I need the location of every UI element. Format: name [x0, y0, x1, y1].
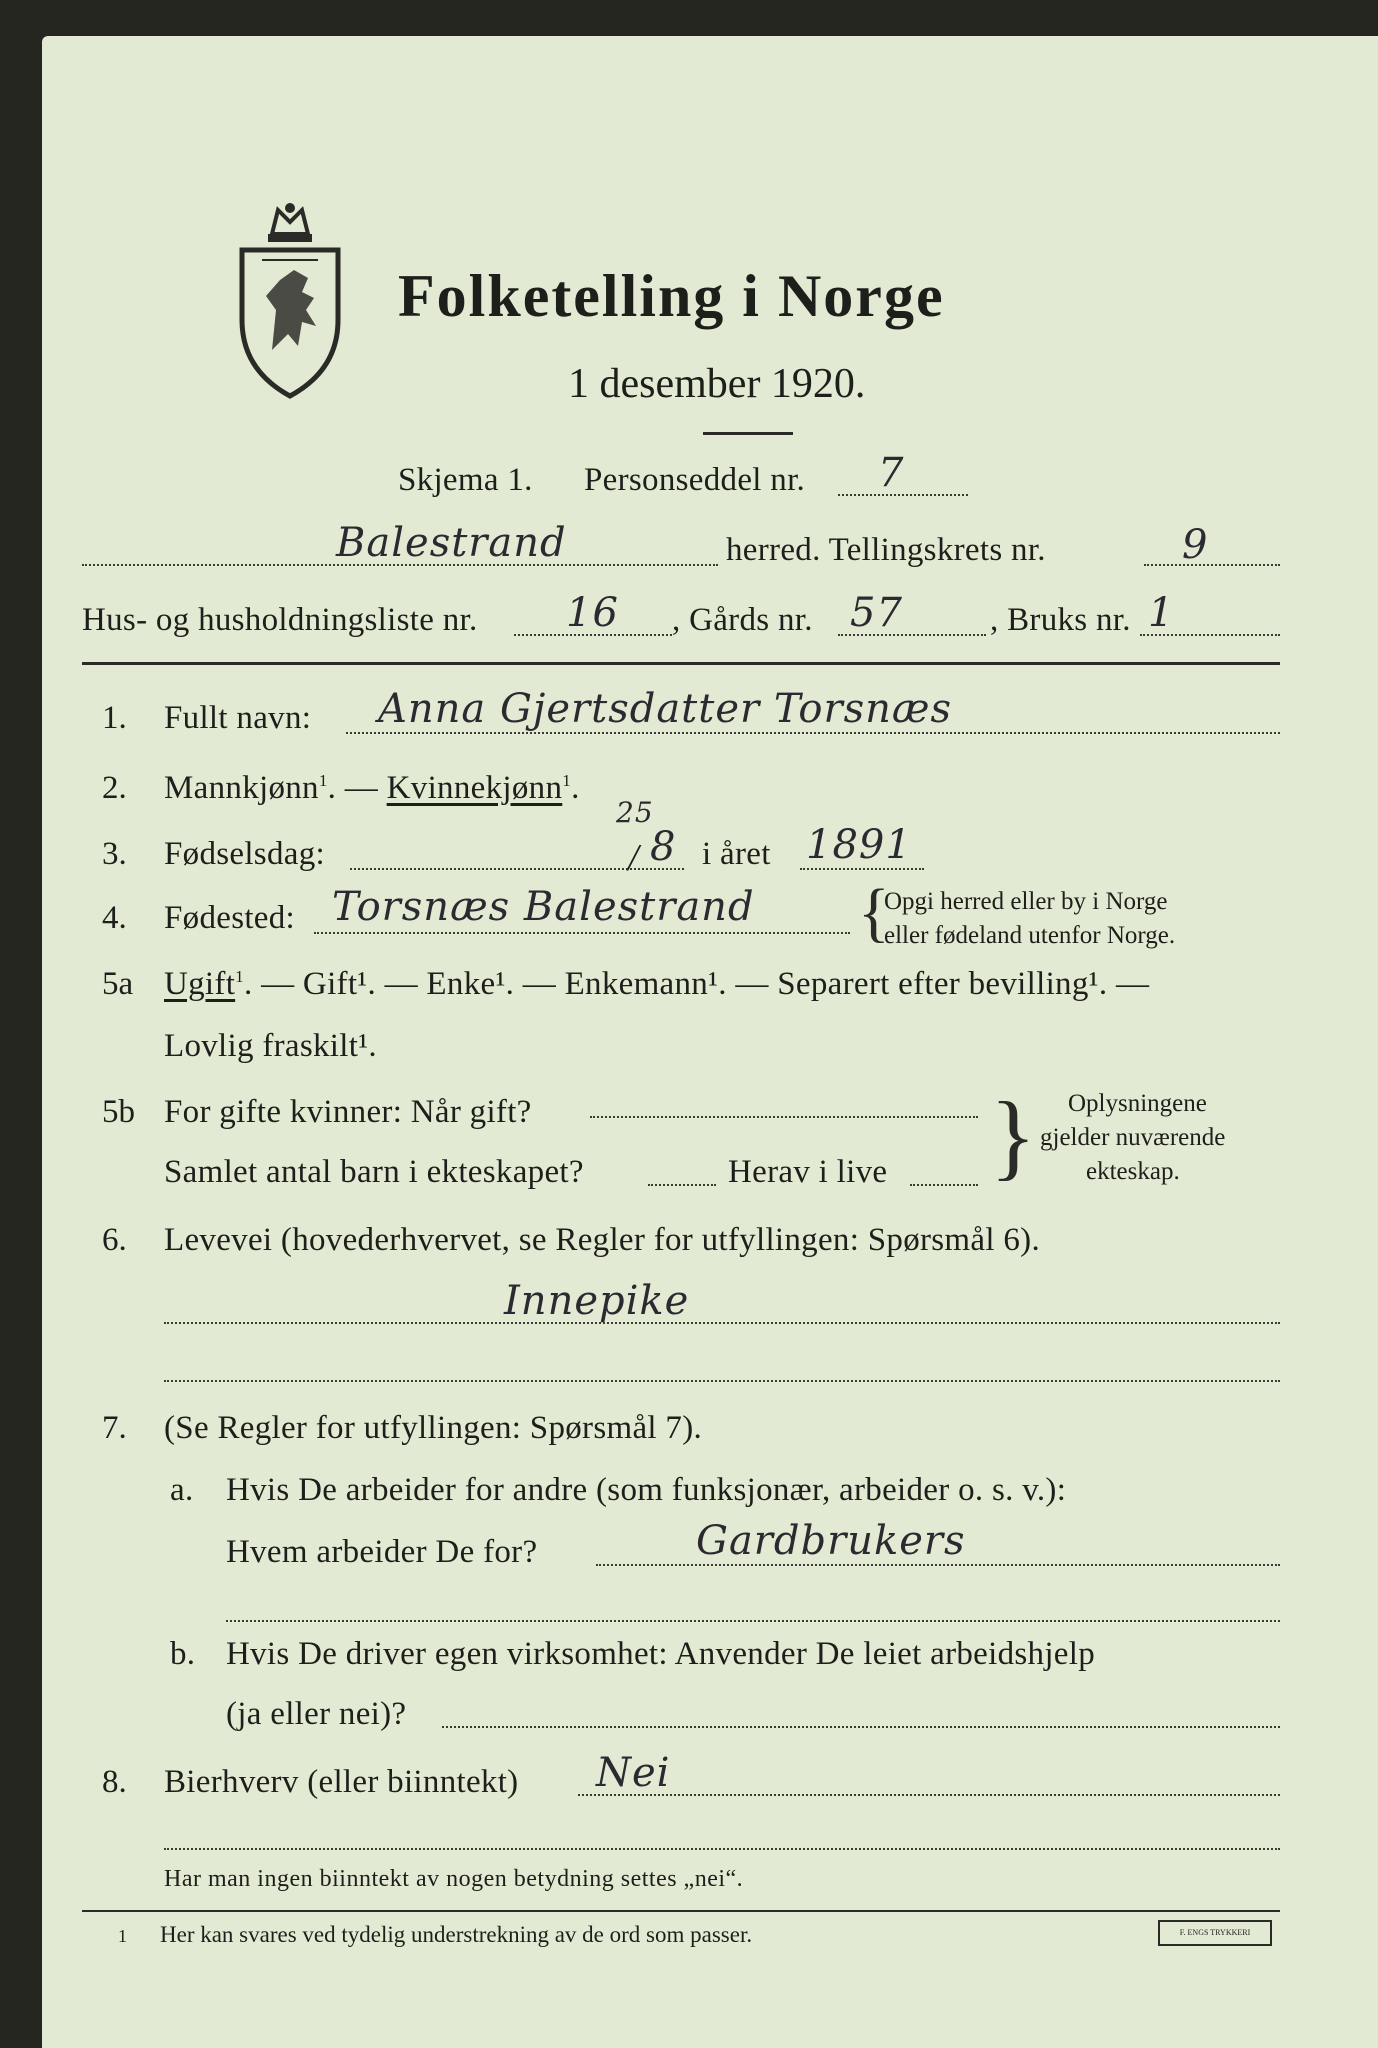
q3-number: 3.	[102, 836, 127, 872]
q8-number: 8.	[102, 1764, 127, 1800]
tellingskrets-value[interactable]: 9	[1182, 522, 1209, 568]
q7-number: 7.	[102, 1410, 127, 1446]
personseddel-value[interactable]: 7	[878, 450, 905, 496]
birth-year-value[interactable]: 1891	[806, 822, 912, 868]
footer-rule	[82, 1910, 1280, 1912]
q5a-number: 5a	[102, 966, 134, 1002]
children-total-label: Samlet antal barn i ekteskapet?	[164, 1154, 584, 1190]
lovlig-fraskilt-option[interactable]: Lovlig fraskilt¹.	[164, 1028, 377, 1064]
herred-label: herred. Tellingskrets nr.	[726, 532, 1046, 568]
occupation-label: Levevei (hovederhvervet, se Regler for utfyllingen: Spørsmål 6).	[164, 1222, 1041, 1258]
census-date: 1 desember 1920.	[568, 361, 866, 407]
coat-of-arms-icon	[232, 200, 348, 400]
form-title: Folketelling i Norge	[398, 263, 945, 329]
bruks-label: , Bruks nr.	[990, 602, 1131, 638]
q2-number: 2.	[102, 770, 127, 806]
children-alive-label: Herav i live	[728, 1154, 888, 1190]
q7b-letter: b.	[170, 1636, 196, 1672]
occupation-value[interactable]: Innepike	[504, 1278, 690, 1324]
printer-stamp: F. ENGS TRYKKERI	[1158, 1920, 1272, 1946]
birth-month-value[interactable]: 8	[650, 824, 677, 870]
female-option[interactable]: Kvinnekjønn	[386, 770, 563, 806]
employer-value[interactable]: Gardbrukers	[696, 1518, 966, 1564]
herred-value[interactable]: Balestrand	[336, 520, 567, 566]
header-rule	[82, 662, 1280, 665]
gards-value[interactable]: 57	[850, 590, 903, 636]
ugift-option[interactable]: Ugift	[164, 966, 236, 1002]
employer-label: Hvem arbeider De for?	[226, 1534, 538, 1570]
bruks-value[interactable]: 1	[1148, 590, 1175, 636]
q1-number: 1.	[102, 700, 127, 736]
hired-help-label: (ja eller nei)?	[226, 1696, 407, 1732]
q5b-number: 5b	[102, 1094, 135, 1130]
q4-number: 4.	[102, 900, 127, 936]
marriage-note-2: gjelder nuværende	[1040, 1124, 1226, 1151]
skjema-label: Skjema 1.	[398, 462, 533, 498]
birthdate-label: Fødselsdag:	[164, 836, 325, 872]
personseddel-label: Personseddel nr.	[584, 462, 806, 498]
footnote-number: 1	[118, 1926, 127, 1946]
marriage-note-3: ekteskap.	[1086, 1158, 1180, 1185]
q7a-question: Hvis De arbeider for andre (som funksjonær, arbeider o. s. v.):	[226, 1472, 1067, 1508]
male-option[interactable]: Mannkjønn	[164, 770, 319, 806]
hus-label: Hus- og husholdningsliste nr.	[82, 602, 478, 638]
side-income-label: Bierhverv (eller biinntekt)	[164, 1764, 519, 1800]
birthplace-value[interactable]: Torsnæs Balestrand	[332, 884, 755, 930]
birth-day-value[interactable]: 25	[616, 796, 654, 829]
married-when-label: For gifte kvinner: Når gift?	[164, 1094, 532, 1130]
title-divider	[703, 432, 793, 435]
full-name-label: Fullt navn:	[164, 700, 312, 736]
hus-value[interactable]: 16	[566, 590, 619, 636]
birthplace-note-1: Opgi herred eller by i Norge	[884, 888, 1168, 915]
birthplace-label: Fødested:	[164, 900, 296, 936]
q6-number: 6.	[102, 1222, 127, 1258]
birthplace-note-2: eller fødeland utenfor Norge.	[884, 922, 1176, 949]
full-name-value[interactable]: Anna Gjertsdatter Torsnæs	[378, 686, 953, 732]
gards-label: , Gårds nr.	[672, 602, 813, 638]
q7b-question: Hvis De driver egen virksomhet: Anvender De leiet arbeidshjelp	[226, 1636, 1096, 1672]
birth-year-label: i året	[702, 836, 771, 872]
side-income-value[interactable]: Nei	[596, 1750, 671, 1796]
gender-options: Mannkjønn$^1$. — Kvinnekjønn$^1$.	[164, 770, 580, 806]
marital-status-options: Ugift$^1$. — Gift¹. — Enke¹. — Enkemann¹. — Separert efter bevilling¹. —	[164, 966, 1150, 1002]
q7a-letter: a.	[170, 1472, 194, 1508]
q7-label: (Se Regler for utfyllingen: Spørsmål 7).	[164, 1410, 703, 1446]
side-income-note: Har man ingen biinntekt av nogen betydning settes „nei“.	[164, 1866, 744, 1892]
footnote-text: Her kan svares ved tydelig understrekning av de ord som passer.	[160, 1922, 753, 1947]
marriage-note-1: Oplysningene	[1068, 1090, 1207, 1117]
